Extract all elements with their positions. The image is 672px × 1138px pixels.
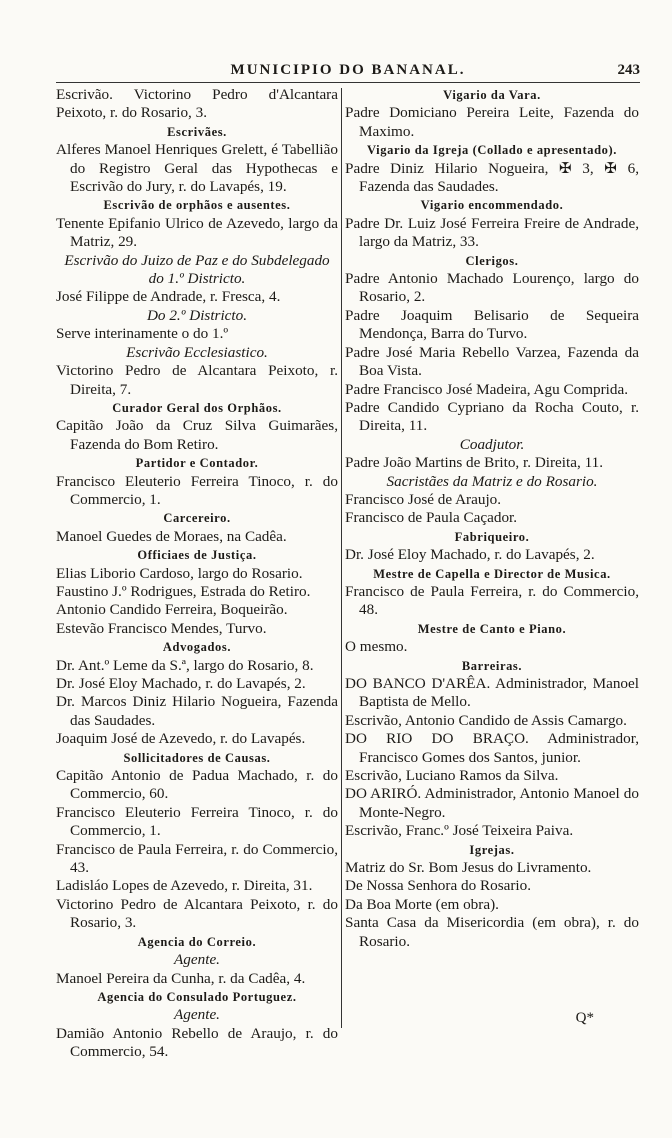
section-heading: Barreiras. (461, 658, 523, 673)
directory-entry: Francisco Eleuterio Ferreira Tinoco, r. do Commercio, 1. (56, 472, 338, 508)
subsection-heading: Escrivão Ecclesiastico. (126, 343, 268, 361)
directory-entry: Alferes Manoel Henriques Grelett, é Tabellião do Registro Geral das Hypothecas e Escrivão do Jury, r. do Lavapés, 19. (56, 141, 338, 196)
directory-entry: Manoel Guedes de Moraes, na Cadêa. (56, 527, 287, 545)
section-heading: Officiaes de Justiça. (137, 548, 257, 563)
directory-entry: Matriz do Sr. Bom Jesus do Livramento. (345, 859, 592, 877)
subsection-heading: Sacristães da Matriz e do Rosario. (386, 472, 598, 490)
directory-entry: Padre Diniz Hilario Nogueira, ✠ 3, ✠ 6, Fazenda das Saudades. (345, 159, 639, 196)
section-heading: Mestre de Capella e Director de Musica. (373, 566, 611, 581)
directory-entry: Santa Casa da Misericordia (em obra), r. do Rosario. (345, 914, 639, 950)
directory-entry: Escrivão, Antonio Candido de Assis Camargo. (345, 711, 627, 729)
subsection-heading: Coadjutor. (459, 435, 525, 453)
directory-entry: Francisco de Paula Ferreira, r. do Commercio, 43. (56, 840, 338, 877)
directory-entry: Padre Francisco José Madeira, Agu Comprida. (345, 380, 629, 398)
directory-entry: Francisco Eleuterio Ferreira Tinoco, r. do Commercio, 1. (56, 803, 338, 840)
directory-entry: Antonio Candido Ferreira, Boqueirão. (56, 601, 288, 619)
directory-entry: Victorino Pedro de Alcantara Peixoto, r. do Rosario, 3. (56, 895, 338, 932)
directory-entry: Damião Antonio Rebello de Araujo, r. do Commercio, 54. (56, 1024, 338, 1061)
column-divider (341, 88, 342, 1028)
directory-entry: Escrivão, Luciano Ramos da Silva. (345, 767, 559, 785)
subsection-heading: Agente. (174, 951, 220, 969)
section-heading: Mestre de Canto e Piano. (417, 621, 567, 636)
catchword: Q* (575, 1010, 594, 1026)
directory-entry: Padre Dr. Luiz José Ferreira Freire de Andrade, largo da Matriz, 33. (345, 214, 639, 251)
section-heading: Partidor e Contador. (135, 456, 259, 471)
directory-entry: Padre Candido Cypriano da Rocha Couto, r. Direita, 11. (345, 398, 639, 435)
directory-entry: Francisco de Paula Caçador. (345, 509, 518, 527)
section-heading: Agencia do Consulado Portuguez. (97, 989, 297, 1004)
directory-entry: Francisco José de Araujo. (345, 490, 502, 508)
directory-entry: Faustino J.º Rodrigues, Estrada do Retiro. (56, 582, 311, 600)
directory-entry: Victorino Pedro de Alcantara Peixoto, r. Direita, 7. (56, 362, 338, 398)
directory-entry: Joaquim José de Azevedo, r. do Lavapés. (56, 730, 306, 748)
directory-entry: Padre José Maria Rebello Varzea, Fazenda da Boa Vista. (345, 343, 639, 380)
directory-entry: Padre Joaquim Belisario de Sequeira Mendonça, Barra do Turvo. (345, 306, 639, 343)
subsection-heading: Escrivão do Juizo de Paz e do Subdelegado do 1.º Districto. (64, 251, 330, 288)
directory-entry: Dr. José Eloy Machado, r. do Lavapés, 2. (345, 546, 595, 564)
section-heading: Sollicitadores de Causas. (123, 750, 271, 765)
directory-entry: Dr. Marcos Diniz Hilario Nogueira, Fazenda das Saudades. (56, 693, 338, 729)
directory-entry: Tenente Epifanio Ulrico de Azevedo, largo da Matriz, 29. (56, 214, 338, 251)
directory-entry: Capitão João da Cruz Silva Guimarães, Fazenda do Bom Retiro. (56, 417, 338, 453)
directory-entry: Padre João Martins de Brito, r. Direita, 11. (345, 454, 603, 472)
directory-entry: Capitão Antonio de Padua Machado, r. do Commercio, 60. (56, 767, 338, 803)
directory-entry: Da Boa Morte (em obra). (345, 895, 499, 913)
directory-entry: Elias Liborio Cardoso, largo do Rosario. (56, 564, 303, 582)
section-heading: Vigario da Igreja (Collado e apresentado). (367, 143, 617, 158)
directory-entry: Escrivão. Victorino Pedro d'Alcantara Peixoto, r. do Rosario, 3. (56, 86, 338, 122)
right-column (345, 86, 639, 951)
directory-entry: Dr. Ant.º Leme da S.ª, largo do Rosario, 8. (56, 656, 314, 674)
directory-entry: DO RIO DO BRAÇO. Administrador, Francisco Gomes dos Santos, junior. (345, 730, 639, 766)
section-heading: Igrejas. (469, 842, 515, 857)
left-column (56, 86, 338, 1062)
section-heading: Curador Geral dos Orphãos. (112, 400, 282, 415)
section-heading: Clerigos. (465, 253, 519, 268)
directory-entry: Dr. José Eloy Machado, r. do Lavapés, 2. (56, 675, 306, 692)
directory-entry: Francisco de Paula Ferreira, r. do Commercio, 48. (345, 582, 639, 619)
directory-entry: Manoel Pereira da Cunha, r. da Cadêa, 4. (56, 969, 306, 987)
subsection-heading: Agente. (174, 1006, 220, 1024)
directory-entry: DO ARIRÓ. Administrador, Antonio Manoel do Monte-Negro. (345, 785, 639, 821)
directory-entry: De Nossa Senhora do Rosario. (345, 877, 532, 895)
section-heading: Advogados. (162, 640, 232, 655)
directory-entry: Padre Domiciano Pereira Leite, Fazenda do Maximo. (345, 104, 639, 140)
directory-entry: Padre Antonio Machado Lourenço, largo do Rosario, 2. (345, 270, 639, 306)
section-heading: Fabriqueiro. (454, 529, 530, 544)
directory-entry: Estevão Francisco Mendes, Turvo. (56, 619, 267, 637)
directory-entry: Escrivão, Franc.º José Teixeira Paiva. (345, 822, 574, 840)
directory-entry: DO BANCO D'ARÊA. Administrador, Manoel Baptista de Mello. (345, 675, 639, 711)
directory-entry: Ladisláo Lopes de Azevedo, r. Direita, 31. (56, 877, 313, 895)
subsection-heading: Do 2.º Districto. (146, 306, 248, 324)
running-header (56, 62, 640, 84)
page-title: MUNICIPIO DO BANANAL. (230, 62, 466, 78)
section-heading: Escrivão de orphãos e ausentes. (103, 198, 291, 213)
section-heading: Escrivães. (167, 124, 227, 139)
section-heading: Agencia do Correio. (137, 934, 257, 949)
section-heading: Carcereiro. (163, 511, 231, 526)
page-number: 243 (617, 62, 640, 78)
directory-entry: José Filippe de Andrade, r. Fresca, 4. (56, 288, 281, 306)
section-heading: Vigario da Vara. (443, 88, 541, 102)
directory-entry: O mesmo. (345, 638, 408, 656)
directory-entry: Serve interinamente o do 1.º (56, 325, 229, 343)
section-heading: Vigario encommendado. (420, 198, 564, 213)
header-rule (56, 82, 640, 83)
